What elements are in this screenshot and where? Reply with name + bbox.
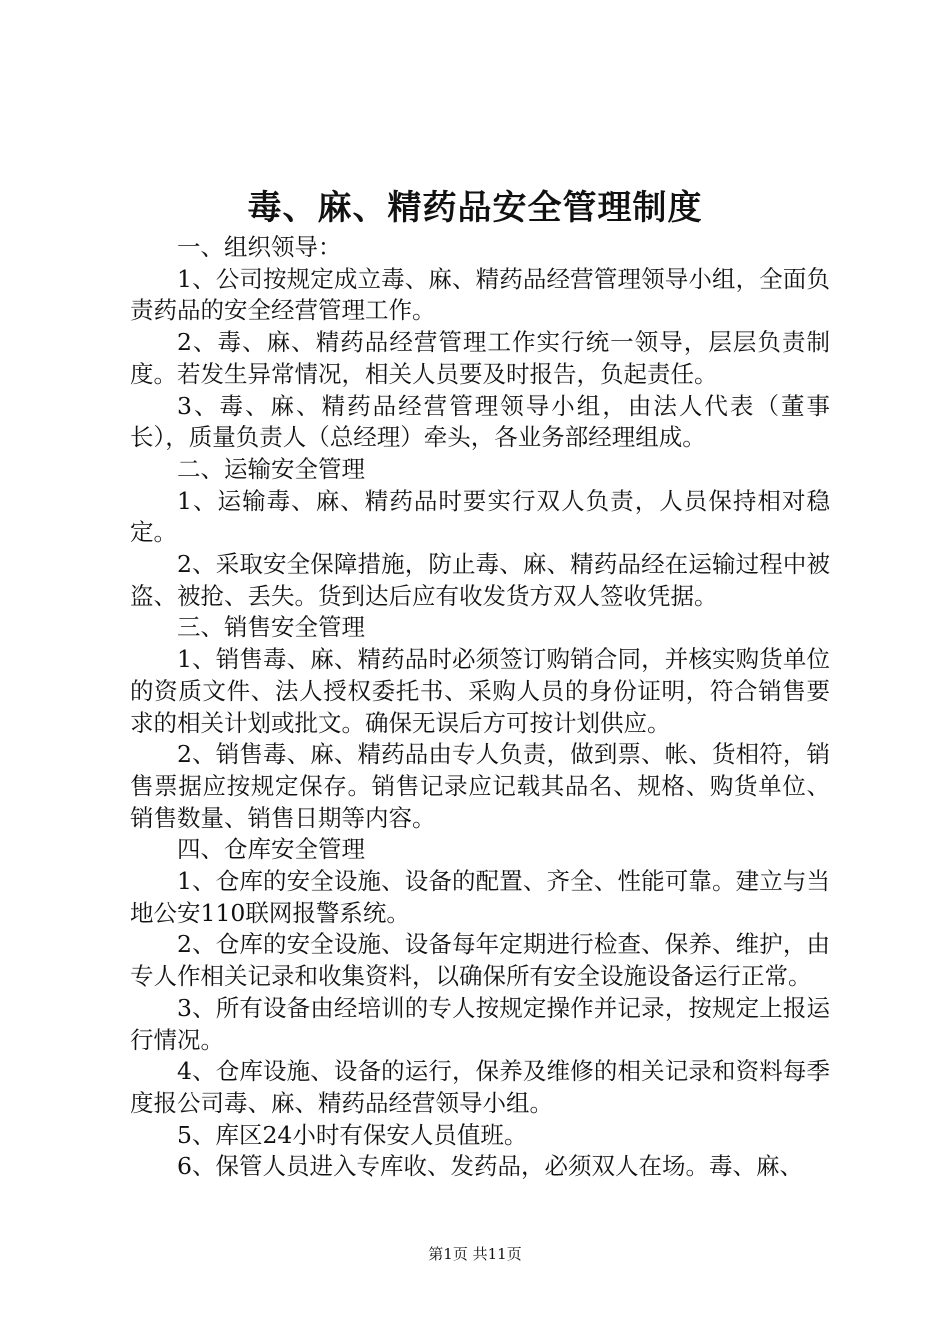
section-heading-2: 二、运输安全管理: [177, 454, 365, 483]
section-heading-1: 一、组织领导：: [177, 233, 342, 261]
document-body: [130, 232, 830, 1183]
paragraph: 1、运输毒、麻、精药品时要实行双人负责，人员保持相对稳定。: [130, 486, 830, 547]
section-heading-4: 四、仓库安全管理: [177, 835, 365, 864]
page-number-footer: 第1页 共11页: [428, 1245, 522, 1263]
paragraph: 1、公司按规定成立毒、麻、精药品经营管理领导小组，全面负责药品的安全经营管理工作。: [130, 264, 830, 325]
paragraph: 1、仓库的安全设施、设备的配置、齐全、性能可靠。建立与当地公安110联网报警系统。: [130, 867, 830, 927]
document-title: 毒、麻、精药品安全管理制度: [247, 188, 703, 228]
paragraph: 1、销售毒、麻、精药品时必须签订购销合同，并核实购货单位的资质文件、法人授权委托书、采购人员的身份证明，符合销售要求的相关计划或批文。确保无误后方可按计划供应。: [130, 645, 830, 737]
paragraph: 2、采取安全保障措施，防止毒、麻、精药品经在运输过程中被盗、被抢、丢失。货到达后应有收发货方双人签收凭据。: [130, 550, 830, 610]
paragraph: 2、销售毒、麻、精药品由专人负责，做到票、帐、货相符，销售票据应按规定保存。销售记录应记载其品名、规格、购货单位、销售数量、销售日期等内容。: [130, 740, 830, 832]
paragraph: 2、仓库的安全设施、设备每年定期进行检查、保养、维护，由专人作相关记录和收集资料，以确保所有安全设施设备运行正常。: [130, 930, 830, 991]
paragraph: 4、仓库设施、设备的运行，保养及维修的相关记录和资料每季度报公司毒、麻、精药品经营领导小组。: [130, 1057, 830, 1117]
paragraph: 3、所有设备由经培训的专人按规定操作并记录，按规定上报运行情况。: [130, 993, 830, 1054]
paragraph: 2、毒、麻、精药品经营管理工作实行统一领导，层层负责制度。若发生异常情况，相关人员要及时报告，负起责任。: [130, 328, 830, 388]
section-heading-3: 三、销售安全管理: [177, 613, 365, 642]
paragraph: 5、库区24小时有保安人员值班。: [177, 1120, 528, 1149]
paragraph: 6、保管人员进入专库收、发药品，必须双人在场。毒、麻、: [177, 1152, 803, 1181]
paragraph: 3、毒、麻、精药品经营管理领导小组，由法人代表（董事长），质量负责人（总经理）牵头，各业务部经理组成。: [130, 391, 830, 452]
